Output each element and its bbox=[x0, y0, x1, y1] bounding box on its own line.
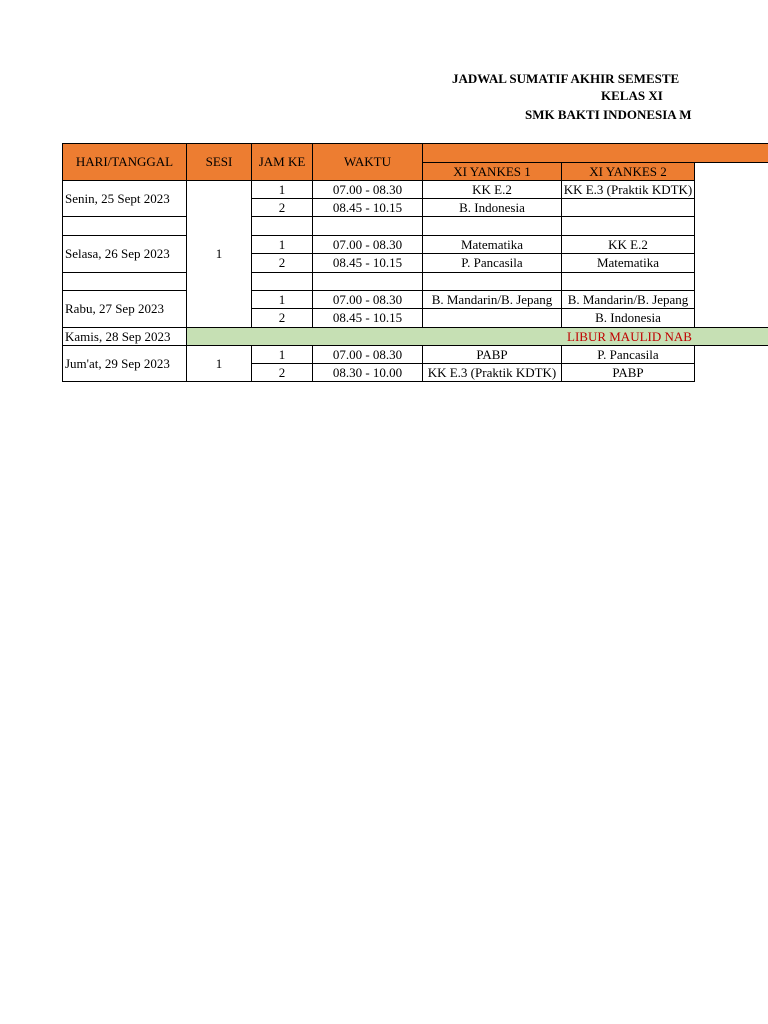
header-class-group bbox=[423, 143, 768, 163]
class2-cell: PABP bbox=[561, 363, 695, 382]
class2-cell: B. Mandarin/B. Jepang bbox=[561, 290, 695, 309]
day-friday: Jum'at, 29 Sep 2023 bbox=[62, 345, 187, 382]
doc-school: SMK BAKTI INDONESIA M bbox=[525, 107, 692, 122]
spacer-cell bbox=[251, 272, 313, 291]
holiday-row bbox=[187, 327, 768, 346]
class1-cell bbox=[422, 308, 562, 328]
time-cell: 07.00 - 08.30 bbox=[312, 180, 423, 199]
doc-title: JADWAL SUMATIF AKHIR SEMESTE bbox=[452, 71, 680, 86]
time-cell: 08.45 - 10.15 bbox=[312, 198, 423, 217]
class2-cell: KK E.3 (Praktik KDTK) bbox=[561, 180, 695, 199]
day-monday: Senin, 25 Sept 2023 bbox=[62, 180, 187, 217]
day-thursday: Kamis, 28 Sep 2023 bbox=[62, 327, 187, 346]
header-day: HARI/TANGGAL bbox=[62, 143, 187, 181]
time-cell: 08.30 - 10.00 bbox=[312, 363, 423, 382]
header-period: JAM KE bbox=[251, 143, 313, 181]
spacer-cell bbox=[561, 272, 695, 291]
spacer-cell bbox=[312, 216, 423, 236]
session-friday: 1 bbox=[186, 345, 252, 382]
period-cell: 2 bbox=[251, 198, 313, 217]
class1-cell: P. Pancasila bbox=[422, 253, 562, 273]
period-cell: 2 bbox=[251, 363, 313, 382]
class1-cell: KK E.3 (Praktik KDTK) bbox=[422, 363, 562, 382]
spacer-cell bbox=[561, 216, 695, 236]
period-cell: 2 bbox=[251, 308, 313, 328]
session-main: 1 bbox=[186, 180, 252, 328]
header-class-1: XI YANKES 1 bbox=[422, 162, 562, 181]
class1-cell: Matematika bbox=[422, 235, 562, 254]
class1-cell: B. Indonesia bbox=[422, 198, 562, 217]
time-cell: 08.45 - 10.15 bbox=[312, 253, 423, 273]
spacer-cell bbox=[422, 216, 562, 236]
class2-cell: Matematika bbox=[561, 253, 695, 273]
period-cell: 1 bbox=[251, 290, 313, 309]
class2-cell bbox=[561, 198, 695, 217]
class2-cell: KK E.2 bbox=[561, 235, 695, 254]
holiday-label: LIBUR MAULID NAB bbox=[567, 328, 692, 344]
doc-class: KELAS XI bbox=[601, 88, 663, 103]
period-cell: 1 bbox=[251, 180, 313, 199]
period-cell: 1 bbox=[251, 235, 313, 254]
time-cell: 07.00 - 08.30 bbox=[312, 345, 423, 364]
header-time: WAKTU bbox=[312, 143, 423, 181]
class2-cell: P. Pancasila bbox=[561, 345, 695, 364]
header-session: SESI bbox=[186, 143, 252, 181]
spacer-cell bbox=[422, 272, 562, 291]
day-tuesday: Selasa, 26 Sep 2023 bbox=[62, 235, 187, 273]
spacer-day bbox=[62, 272, 187, 291]
spacer-cell bbox=[312, 272, 423, 291]
spacer-day bbox=[62, 216, 187, 236]
time-cell: 07.00 - 08.30 bbox=[312, 235, 423, 254]
class1-cell: PABP bbox=[422, 345, 562, 364]
time-cell: 07.00 - 08.30 bbox=[312, 290, 423, 309]
time-cell: 08.45 - 10.15 bbox=[312, 308, 423, 328]
class1-cell: B. Mandarin/B. Jepang bbox=[422, 290, 562, 309]
period-cell: 2 bbox=[251, 253, 313, 273]
class2-cell: B. Indonesia bbox=[561, 308, 695, 328]
period-cell: 1 bbox=[251, 345, 313, 364]
spacer-cell bbox=[251, 216, 313, 236]
day-wednesday: Rabu, 27 Sep 2023 bbox=[62, 290, 187, 328]
class1-cell: KK E.2 bbox=[422, 180, 562, 199]
header-class-2: XI YANKES 2 bbox=[561, 162, 695, 181]
